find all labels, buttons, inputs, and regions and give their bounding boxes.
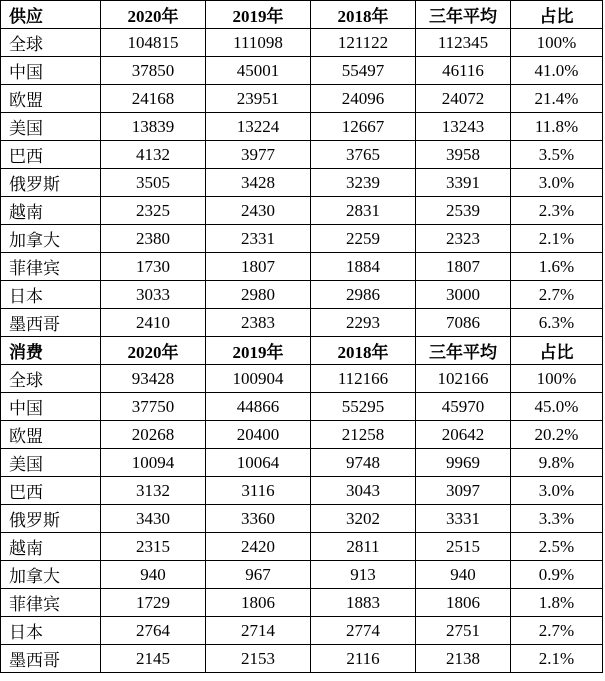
value-cell: 3958 <box>416 141 511 169</box>
value-cell: 1806 <box>206 589 311 617</box>
value-cell: 112345 <box>416 29 511 57</box>
value-cell: 24168 <box>101 85 206 113</box>
value-cell: 2323 <box>416 225 511 253</box>
value-cell: 21.4% <box>511 85 603 113</box>
table-row <box>1 589 603 617</box>
value-cell: 100% <box>511 365 603 393</box>
table-row <box>1 365 603 393</box>
value-cell: 45001 <box>206 57 311 85</box>
region-cell: 全球 <box>1 365 101 393</box>
table-row <box>1 533 603 561</box>
value-cell: 3977 <box>206 141 311 169</box>
region-cell: 美国 <box>1 113 101 141</box>
value-cell: 3033 <box>101 281 206 309</box>
region-cell: 中国 <box>1 57 101 85</box>
table-row <box>1 393 603 421</box>
value-cell: 3.0% <box>511 169 603 197</box>
value-cell: 24072 <box>416 85 511 113</box>
value-cell: 2331 <box>206 225 311 253</box>
value-cell: 6.3% <box>511 309 603 337</box>
value-cell: 21258 <box>311 421 416 449</box>
value-cell: 2986 <box>311 281 416 309</box>
value-cell: 1806 <box>416 589 511 617</box>
region-cell: 巴西 <box>1 141 101 169</box>
value-cell: 2831 <box>311 197 416 225</box>
value-cell: 1730 <box>101 253 206 281</box>
region-cell: 墨西哥 <box>1 645 101 673</box>
table-row <box>1 281 603 309</box>
table-row <box>1 645 603 673</box>
supply-header-cell: 2018年 <box>311 1 416 29</box>
value-cell: 45.0% <box>511 393 603 421</box>
region-cell: 巴西 <box>1 477 101 505</box>
region-cell: 日本 <box>1 617 101 645</box>
value-cell: 20268 <box>101 421 206 449</box>
value-cell: 3000 <box>416 281 511 309</box>
value-cell: 9748 <box>311 449 416 477</box>
table-row <box>1 477 603 505</box>
value-cell: 104815 <box>101 29 206 57</box>
value-cell: 2714 <box>206 617 311 645</box>
region-cell: 欧盟 <box>1 85 101 113</box>
value-cell: 3430 <box>101 505 206 533</box>
table-row <box>1 57 603 85</box>
value-cell: 4132 <box>101 141 206 169</box>
value-cell: 2325 <box>101 197 206 225</box>
value-cell: 12667 <box>311 113 416 141</box>
consumption-header-cell: 2018年 <box>311 337 416 365</box>
region-cell: 俄罗斯 <box>1 169 101 197</box>
value-cell: 2315 <box>101 533 206 561</box>
value-cell: 2138 <box>416 645 511 673</box>
consumption-header-cell: 占比 <box>511 337 603 365</box>
region-cell: 日本 <box>1 281 101 309</box>
table-row <box>1 225 603 253</box>
region-cell: 俄罗斯 <box>1 505 101 533</box>
supply-header-cell: 供应 <box>1 1 101 29</box>
supply-header-row <box>1 1 603 29</box>
value-cell: 37750 <box>101 393 206 421</box>
value-cell: 2153 <box>206 645 311 673</box>
value-cell: 44866 <box>206 393 311 421</box>
region-cell: 欧盟 <box>1 421 101 449</box>
region-cell: 美国 <box>1 449 101 477</box>
value-cell: 111098 <box>206 29 311 57</box>
region-cell: 加拿大 <box>1 561 101 589</box>
value-cell: 2.7% <box>511 617 603 645</box>
value-cell: 55295 <box>311 393 416 421</box>
value-cell: 2980 <box>206 281 311 309</box>
value-cell: 2.3% <box>511 197 603 225</box>
value-cell: 2751 <box>416 617 511 645</box>
value-cell: 2420 <box>206 533 311 561</box>
table-row <box>1 309 603 337</box>
value-cell: 2.1% <box>511 645 603 673</box>
table-row <box>1 449 603 477</box>
value-cell: 0.9% <box>511 561 603 589</box>
value-cell: 11.8% <box>511 113 603 141</box>
table-row <box>1 29 603 57</box>
value-cell: 3.5% <box>511 141 603 169</box>
value-cell: 2410 <box>101 309 206 337</box>
value-cell: 3360 <box>206 505 311 533</box>
value-cell: 41.0% <box>511 57 603 85</box>
value-cell: 1.6% <box>511 253 603 281</box>
value-cell: 23951 <box>206 85 311 113</box>
value-cell: 13839 <box>101 113 206 141</box>
table-row <box>1 505 603 533</box>
value-cell: 9.8% <box>511 449 603 477</box>
region-cell: 墨西哥 <box>1 309 101 337</box>
value-cell: 3.0% <box>511 477 603 505</box>
value-cell: 940 <box>416 561 511 589</box>
value-cell: 3097 <box>416 477 511 505</box>
value-cell: 2764 <box>101 617 206 645</box>
value-cell: 2811 <box>311 533 416 561</box>
region-cell: 加拿大 <box>1 225 101 253</box>
consumption-header-cell: 消费 <box>1 337 101 365</box>
value-cell: 24096 <box>311 85 416 113</box>
value-cell: 37850 <box>101 57 206 85</box>
value-cell: 2259 <box>311 225 416 253</box>
value-cell: 2774 <box>311 617 416 645</box>
value-cell: 3391 <box>416 169 511 197</box>
value-cell: 10064 <box>206 449 311 477</box>
value-cell: 100% <box>511 29 603 57</box>
value-cell: 1883 <box>311 589 416 617</box>
value-cell: 913 <box>311 561 416 589</box>
region-cell: 菲律宾 <box>1 253 101 281</box>
value-cell: 2539 <box>416 197 511 225</box>
supply-header-cell: 三年平均 <box>416 1 511 29</box>
value-cell: 100904 <box>206 365 311 393</box>
value-cell: 13243 <box>416 113 511 141</box>
region-cell: 全球 <box>1 29 101 57</box>
consumption-header-cell: 2020年 <box>101 337 206 365</box>
value-cell: 3331 <box>416 505 511 533</box>
value-cell: 2116 <box>311 645 416 673</box>
supply-header-cell: 2019年 <box>206 1 311 29</box>
value-cell: 10094 <box>101 449 206 477</box>
value-cell: 2145 <box>101 645 206 673</box>
table-row <box>1 85 603 113</box>
value-cell: 3239 <box>311 169 416 197</box>
value-cell: 13224 <box>206 113 311 141</box>
consumption-header-cell: 三年平均 <box>416 337 511 365</box>
value-cell: 121122 <box>311 29 416 57</box>
value-cell: 2.5% <box>511 533 603 561</box>
table-row <box>1 617 603 645</box>
region-cell: 越南 <box>1 197 101 225</box>
table-row <box>1 253 603 281</box>
value-cell: 3505 <box>101 169 206 197</box>
value-cell: 45970 <box>416 393 511 421</box>
region-cell: 越南 <box>1 533 101 561</box>
value-cell: 2.7% <box>511 281 603 309</box>
value-cell: 3428 <box>206 169 311 197</box>
value-cell: 20642 <box>416 421 511 449</box>
value-cell: 940 <box>101 561 206 589</box>
value-cell: 967 <box>206 561 311 589</box>
value-cell: 20.2% <box>511 421 603 449</box>
value-cell: 2293 <box>311 309 416 337</box>
value-cell: 3765 <box>311 141 416 169</box>
region-cell: 中国 <box>1 393 101 421</box>
value-cell: 3.3% <box>511 505 603 533</box>
supply-header-cell: 2020年 <box>101 1 206 29</box>
value-cell: 2380 <box>101 225 206 253</box>
supply-header-cell: 占比 <box>511 1 603 29</box>
value-cell: 1.8% <box>511 589 603 617</box>
value-cell: 1807 <box>206 253 311 281</box>
value-cell: 1729 <box>101 589 206 617</box>
table-row <box>1 141 603 169</box>
value-cell: 3043 <box>311 477 416 505</box>
table-row <box>1 113 603 141</box>
value-cell: 2383 <box>206 309 311 337</box>
consumption-header-row <box>1 337 603 365</box>
value-cell: 3132 <box>101 477 206 505</box>
table-row <box>1 561 603 589</box>
value-cell: 7086 <box>416 309 511 337</box>
value-cell: 1884 <box>311 253 416 281</box>
value-cell: 1807 <box>416 253 511 281</box>
table-row <box>1 421 603 449</box>
value-cell: 102166 <box>416 365 511 393</box>
region-cell: 菲律宾 <box>1 589 101 617</box>
consumption-header-cell: 2019年 <box>206 337 311 365</box>
value-cell: 9969 <box>416 449 511 477</box>
value-cell: 2515 <box>416 533 511 561</box>
value-cell: 46116 <box>416 57 511 85</box>
value-cell: 2.1% <box>511 225 603 253</box>
value-cell: 112166 <box>311 365 416 393</box>
value-cell: 93428 <box>101 365 206 393</box>
value-cell: 3116 <box>206 477 311 505</box>
value-cell: 20400 <box>206 421 311 449</box>
table-row <box>1 169 603 197</box>
table-row <box>1 197 603 225</box>
value-cell: 2430 <box>206 197 311 225</box>
value-cell: 3202 <box>311 505 416 533</box>
value-cell: 55497 <box>311 57 416 85</box>
